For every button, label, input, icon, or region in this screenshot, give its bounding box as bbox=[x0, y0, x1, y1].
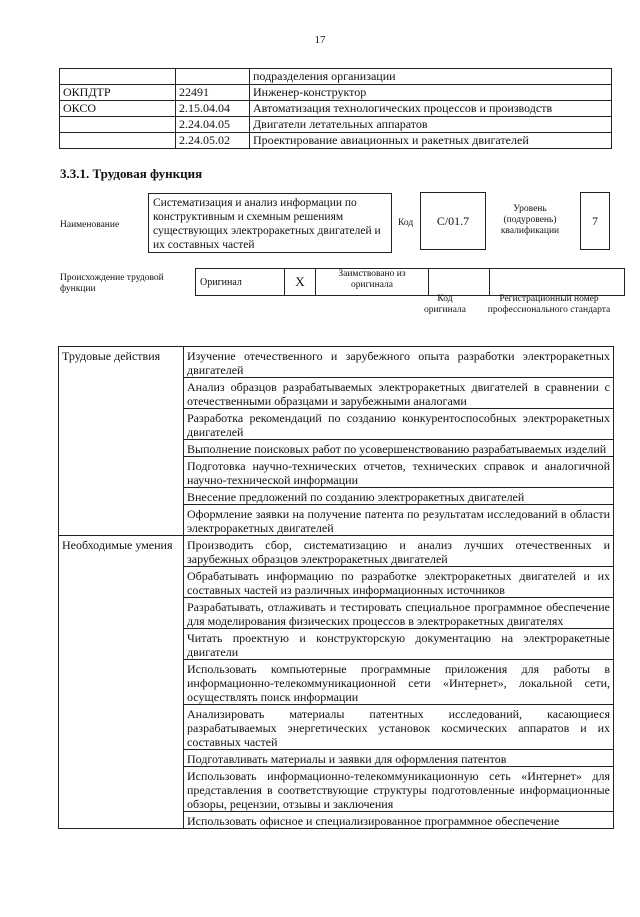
original-mark: X bbox=[285, 269, 316, 296]
classification-title: подразделения организации bbox=[250, 69, 612, 85]
skill-text: Использовать офисное и специализированное программное обеспечение bbox=[184, 812, 614, 829]
classification-number bbox=[176, 69, 250, 85]
classification-code: ОКПДТР bbox=[60, 85, 176, 101]
classification-row bbox=[60, 117, 612, 133]
level-label: Уровень (подуровень) квалификации bbox=[500, 204, 560, 236]
labor-action-group-label: Трудовые действия bbox=[59, 347, 184, 536]
classification-row bbox=[60, 101, 612, 117]
classification-number: 2.15.04.04 bbox=[176, 101, 250, 117]
function-name-box: Систематизация и анализ информации по конструктивным и схемным решениям существующих электроракетных двигателей и их составных частей bbox=[148, 193, 392, 253]
original-label: Оригинал bbox=[196, 269, 285, 296]
classification-number: 2.24.04.05 bbox=[176, 117, 250, 133]
skill-row bbox=[59, 536, 614, 567]
skill-text: Разрабатывать, отлаживать и тестировать специальное программное обеспечение для моделирования физических процессов в электроракетных двигателях bbox=[184, 598, 614, 629]
classification-code bbox=[60, 69, 176, 85]
original-code-cell bbox=[429, 269, 490, 296]
origin-table bbox=[195, 268, 625, 296]
classification-title: Двигатели летательных аппаратов bbox=[250, 117, 612, 133]
classification-title: Проектирование авиационных и ракетных двигателей bbox=[250, 133, 612, 149]
classification-code bbox=[60, 133, 176, 149]
skill-text: Подготавливать материалы и заявки для оформления патентов bbox=[184, 750, 614, 767]
skill-text: Читать проектную и конструкторскую документацию на электроракетные двигатели bbox=[184, 629, 614, 660]
section-title: 3.3.1. Трудовая функция bbox=[60, 166, 203, 181]
code-value-box: C/01.7 bbox=[420, 192, 486, 250]
skill-text: Анализировать материалы патентных исследований, касающиеся разрабатываемых энергетических установок космических аппаратов и их составных частей bbox=[184, 705, 614, 750]
classification-title: Инженер-конструктор bbox=[250, 85, 612, 101]
reg-caption: Регистрационный номер профессионального стандарта bbox=[487, 294, 611, 315]
labor-action-text: Подготовка научно-технических отчетов, технических справок и аналогичной научно-технической информации bbox=[184, 457, 614, 488]
code-label: Код bbox=[398, 218, 414, 228]
classification-row bbox=[60, 69, 612, 85]
classification-row bbox=[60, 85, 612, 101]
skill-text: Обрабатывать информацию по разработке электроракетных двигателей и их составных частей из различных информационных источников bbox=[184, 567, 614, 598]
page-number: 17 bbox=[314, 34, 326, 46]
labor-action-text: Оформление заявки на получение патента по результатам исследований в области электроракетных двигателей bbox=[184, 505, 614, 536]
code-caption: Код оригинала bbox=[424, 294, 466, 315]
skill-text: Использовать информационно-телекоммуникационную сеть «Интернет» для представления в соответствующие структуры подготовленные информационные обзоры, рецензии, отзывы и заключения bbox=[184, 767, 614, 812]
labor-action-text: Внесение предложений по созданию электроракетных двигателей bbox=[184, 488, 614, 505]
classification-code: ОКСО bbox=[60, 101, 176, 117]
labor-action-text: Разработка рекомендаций по созданию конкурентоспособных электроракетных двигателей bbox=[184, 409, 614, 440]
name-label: Наименование bbox=[60, 220, 120, 230]
skill-group-label: Необходимые умения bbox=[59, 536, 184, 829]
classification-code bbox=[60, 117, 176, 133]
origin-label: Происхождение трудовой функции bbox=[60, 273, 164, 294]
classification-table bbox=[59, 68, 612, 149]
borrowed-label: Заимствовано из оригинала bbox=[316, 269, 429, 296]
classification-number: 22491 bbox=[176, 85, 250, 101]
classification-number: 2.24.05.02 bbox=[176, 133, 250, 149]
labor-action-text: Анализ образцов разрабатываемых электроракетных двигателей в сравнении с отечественными образцами и зарубежными аналогами bbox=[184, 378, 614, 409]
labor-action-row bbox=[59, 347, 614, 378]
reg-number-cell bbox=[490, 269, 625, 296]
skill-text: Производить сбор, систематизацию и анализ лучших отечественных и зарубежных образцов электроракетных двигателей bbox=[184, 536, 614, 567]
classification-row bbox=[60, 133, 612, 149]
labor-action-text: Изучение отечественного и зарубежного опыта разработки электроракетных двигателей bbox=[184, 347, 614, 378]
level-value-box: 7 bbox=[580, 192, 610, 250]
labor-action-text: Выполнение поисковых работ по усовершенствованию разрабатываемых изделий bbox=[184, 440, 614, 457]
function-details-table bbox=[58, 346, 614, 829]
skill-text: Использовать компьютерные программные приложения для работы в информационно-телекоммуникационной сети «Интернет», локальной сети, осуществлять поиск информации bbox=[184, 660, 614, 705]
classification-title: Автоматизация технологических процессов и производств bbox=[250, 101, 612, 117]
